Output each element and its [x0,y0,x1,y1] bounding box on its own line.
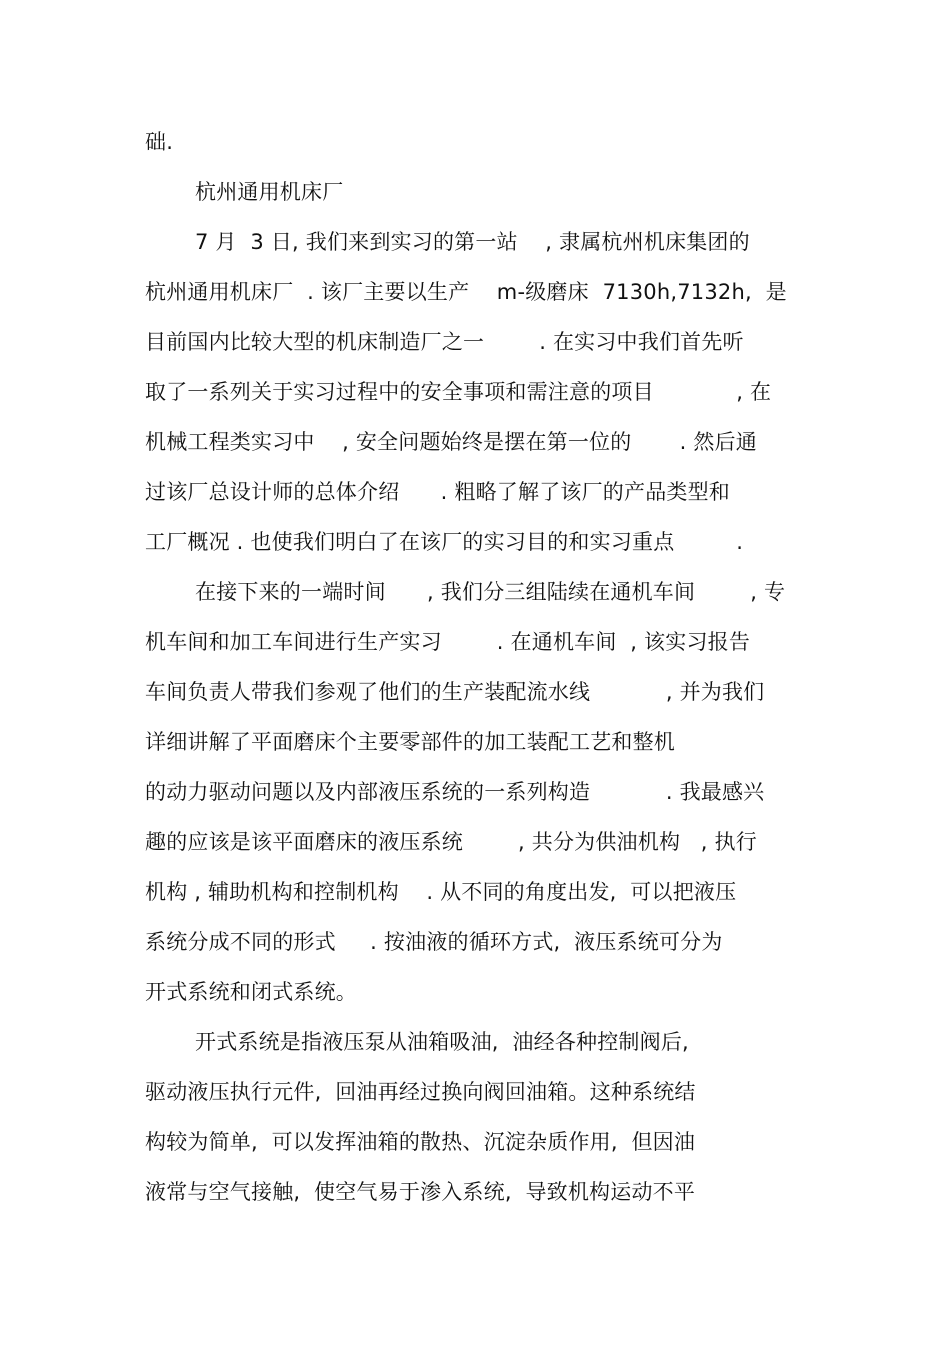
text-line-11: 机车间和加工车间进行生产实习 . 在通机车间 , 该实习报告 [145,630,751,654]
text-line-21: 构较为简单, 可以发挥油箱的散热、沉淀杂质作用, 但因油 [145,1130,696,1154]
text-line-1: 础. [145,130,174,154]
text-line-7: 机械工程类实习中 , 安全问题始终是摆在第一位的 . 然后通 [145,430,757,454]
text-line-8: 过该厂总设计师的总体介绍 . 粗略了解了该厂的产品类型和 [145,480,730,504]
text-line-17: 系统分成不同的形式 . 按油液的循环方式, 液压系统可分为 [145,930,723,954]
text-line-4: 杭州通用机床厂 . 该厂主要以生产 m-级磨床 7130h,7132h, 是 [145,280,787,304]
text-line-9: 工厂概况 . 也使我们明白了在该厂的实习目的和实习重点 . [145,530,744,554]
text-line-13: 详细讲解了平面磨床个主要零部件的加工装配工艺和整机 [145,730,675,754]
section-heading: 杭州通用机床厂 [195,180,344,204]
text-line-19: 开式系统是指液压泵从油箱吸油, 油经各种控制阀后, [195,1030,689,1054]
text-line-3: 7 月 3 日, 我们来到实习的第一站 , 隶属杭州机床集团的 [195,230,750,254]
text-line-14: 的动力驱动问题以及内部液压系统的一系列构造 . 我最感兴 [145,780,765,804]
text-line-22: 液常与空气接触, 使空气易于渗入系统, 导致机构运动不平 [145,1180,696,1204]
text-line-5: 目前国内比较大型的机床制造厂之一 . 在实习中我们首先听 [145,330,744,354]
text-line-18: 开式系统和闭式系统。 [145,980,357,1004]
text-line-10: 在接下来的一端时间 , 我们分三组陆续在通机车间 , 专 [195,580,786,604]
text-line-20: 驱动液压执行元件, 回油再经过换向阀回油箱。这种系统结 [145,1080,696,1104]
text-line-16: 机构 , 辅助机构和控制机构 . 从不同的角度出发, 可以把液压 [145,880,737,904]
text-line-15: 趣的应该是该平面磨床的液压系统 , 共分为供油机构 , 执行 [145,830,757,854]
text-line-12: 车间负责人带我们参观了他们的生产装配流水线 , 并为我们 [145,680,765,704]
text-line-6: 取了一系列关于实习过程中的安全事项和需注意的项目 , 在 [145,380,772,404]
